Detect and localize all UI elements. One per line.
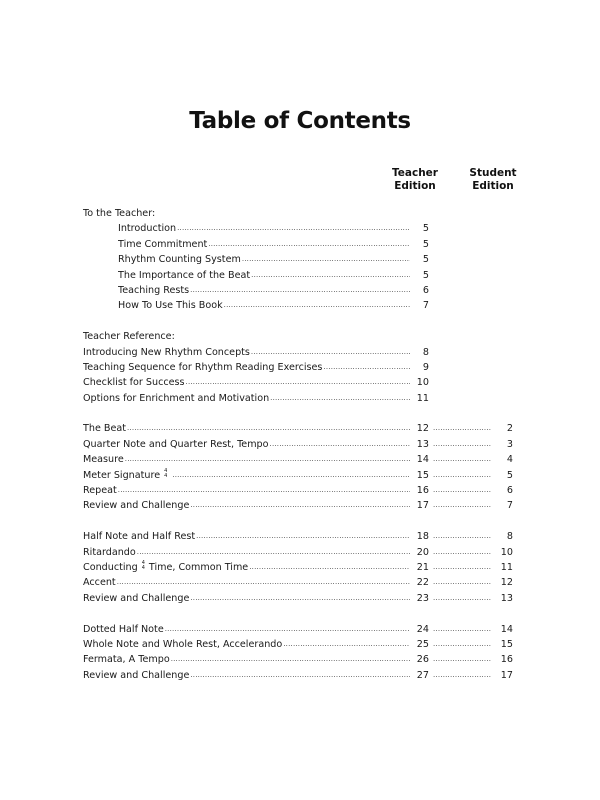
entry-label bbox=[118, 283, 190, 298]
entry-label-wrap bbox=[83, 437, 410, 452]
teacher-page-number: 11 bbox=[416, 392, 429, 404]
toc-entry[interactable] bbox=[83, 529, 523, 544]
dot-leader bbox=[224, 298, 410, 313]
student-dot-leader bbox=[433, 468, 491, 483]
dot-leader bbox=[190, 283, 410, 298]
entry-label bbox=[118, 252, 242, 267]
toc-entry[interactable] bbox=[83, 221, 523, 236]
toc-entry[interactable] bbox=[83, 622, 523, 637]
entry-title: Dotted Half Note bbox=[83, 623, 164, 635]
teacher-page-number: 12 bbox=[416, 423, 429, 435]
entry-label bbox=[83, 668, 190, 683]
teacher-edition-column-header bbox=[385, 167, 445, 193]
toc-entry[interactable] bbox=[83, 468, 523, 483]
student-header-line-1: Student bbox=[469, 167, 517, 179]
toc-entry[interactable] bbox=[83, 298, 523, 313]
student-dot-leader bbox=[433, 483, 491, 498]
entry-title: Quarter Note and Quarter Rest, Tempo bbox=[83, 438, 269, 450]
teacher-header-line-1: Teacher bbox=[392, 167, 438, 179]
entry-label bbox=[83, 391, 270, 406]
student-page-number: 8 bbox=[506, 531, 513, 543]
teacher-header-line-2: Edition bbox=[394, 180, 436, 192]
dot-leader bbox=[196, 529, 410, 544]
dot-leader bbox=[251, 268, 410, 283]
student-dot-leader bbox=[433, 545, 491, 560]
dot-leader bbox=[165, 622, 410, 637]
dot-leader bbox=[137, 545, 410, 560]
toc-entry[interactable] bbox=[83, 575, 523, 590]
student-page-number: 2 bbox=[506, 423, 513, 435]
student-dot-leader bbox=[433, 591, 491, 606]
section-heading: Teacher Reference: bbox=[83, 331, 175, 343]
entry-label bbox=[83, 560, 249, 575]
entry-label-wrap bbox=[83, 468, 410, 483]
teacher-page-number: 7 bbox=[422, 300, 429, 312]
toc-entry[interactable] bbox=[83, 637, 523, 652]
teacher-page-number: 18 bbox=[416, 531, 429, 543]
dot-leader bbox=[251, 345, 410, 360]
student-page-number: 11 bbox=[500, 561, 513, 573]
teacher-page-number: 24 bbox=[416, 623, 429, 635]
teacher-page-number: 5 bbox=[422, 269, 429, 281]
entry-title: Whole Note and Whole Rest, Accelerando bbox=[83, 638, 283, 650]
entry-label-wrap bbox=[118, 221, 410, 236]
toc-entry[interactable] bbox=[83, 437, 523, 452]
student-page-number: 5 bbox=[506, 469, 513, 481]
entry-label-wrap bbox=[118, 252, 410, 267]
entry-title: Fermata, A Tempo bbox=[83, 654, 170, 666]
entry-title: Ritardando bbox=[83, 546, 136, 558]
entry-title: Review and Challenge bbox=[83, 592, 190, 604]
table-of-contents bbox=[83, 206, 523, 699]
entry-label bbox=[83, 421, 127, 436]
student-page-number: 16 bbox=[500, 654, 513, 666]
entry-label bbox=[83, 483, 118, 498]
entry-label bbox=[83, 637, 283, 652]
entry-label-wrap bbox=[118, 283, 410, 298]
student-dot-leader bbox=[433, 452, 491, 467]
entry-label-wrap bbox=[118, 237, 410, 252]
entry-label bbox=[118, 298, 224, 313]
section-heading: To the Teacher: bbox=[83, 208, 156, 219]
entry-title: Measure bbox=[83, 454, 124, 466]
teacher-page-number: 13 bbox=[416, 438, 429, 450]
toc-entry[interactable] bbox=[83, 268, 523, 283]
toc-section bbox=[83, 421, 523, 513]
student-edition-column-header bbox=[462, 167, 524, 193]
entry-title: Conducting bbox=[83, 561, 138, 573]
entry-label bbox=[118, 221, 177, 236]
entry-title: Options for Enrichment and Motivation bbox=[83, 392, 270, 404]
entry-label-wrap bbox=[83, 591, 410, 606]
student-dot-leader bbox=[433, 575, 491, 590]
dot-leader bbox=[323, 360, 410, 375]
entry-title: The Importance of the Beat bbox=[118, 269, 251, 281]
entry-label-wrap bbox=[83, 345, 410, 360]
teacher-page-number: 14 bbox=[416, 454, 429, 466]
student-page-number: 15 bbox=[500, 638, 513, 650]
dot-leader bbox=[270, 391, 410, 406]
student-dot-leader bbox=[433, 560, 491, 575]
entry-title: Repeat bbox=[83, 485, 117, 497]
dot-leader bbox=[190, 591, 410, 606]
teacher-page-number: 5 bbox=[422, 223, 429, 235]
dot-leader bbox=[190, 668, 410, 683]
toc-entry[interactable] bbox=[83, 252, 523, 267]
entry-title: Review and Challenge bbox=[83, 669, 190, 681]
entry-label-wrap bbox=[83, 545, 410, 560]
entry-title: The Beat bbox=[83, 423, 127, 435]
entry-title: How To Use This Book bbox=[118, 300, 223, 312]
entry-label bbox=[83, 591, 190, 606]
fraction-numerator: 4 bbox=[141, 559, 145, 566]
entry-label-wrap bbox=[83, 560, 410, 575]
student-dot-leader bbox=[433, 622, 491, 637]
entry-title: Review and Challenge bbox=[83, 500, 190, 512]
teacher-page-number: 21 bbox=[416, 561, 429, 573]
student-dot-leader bbox=[433, 637, 491, 652]
entry-label-wrap bbox=[83, 637, 410, 652]
toc-entry[interactable] bbox=[83, 652, 523, 667]
student-dot-leader bbox=[433, 421, 491, 436]
entry-label-wrap bbox=[118, 298, 410, 313]
dot-leader bbox=[249, 560, 410, 575]
time-signature-fraction bbox=[164, 469, 167, 479]
toc-section bbox=[83, 622, 523, 684]
teacher-page-number: 26 bbox=[416, 654, 429, 666]
teacher-page-number: 8 bbox=[422, 346, 429, 358]
entry-label bbox=[83, 575, 117, 590]
entry-label-wrap bbox=[83, 421, 410, 436]
dot-leader bbox=[270, 437, 410, 452]
entry-label-wrap bbox=[118, 268, 410, 283]
entry-title: Time Commitment bbox=[118, 238, 208, 250]
toc-entry[interactable] bbox=[83, 591, 523, 606]
dot-leader bbox=[117, 575, 410, 590]
dot-leader bbox=[242, 252, 410, 267]
toc-entry[interactable] bbox=[83, 421, 523, 436]
entry-label bbox=[118, 268, 251, 283]
dot-leader bbox=[190, 498, 410, 513]
dot-leader bbox=[186, 375, 410, 390]
student-dot-leader bbox=[433, 668, 491, 683]
toc-entry[interactable] bbox=[83, 545, 523, 560]
entry-label bbox=[83, 437, 270, 452]
teacher-page-number: 25 bbox=[416, 638, 429, 650]
student-page-number: 6 bbox=[506, 485, 513, 497]
entry-label-wrap bbox=[83, 375, 410, 390]
student-dot-leader bbox=[433, 498, 491, 513]
toc-entry[interactable] bbox=[83, 345, 523, 360]
teacher-page-number: 5 bbox=[422, 254, 429, 266]
student-page-number: 3 bbox=[506, 438, 513, 450]
entry-title: Introduction bbox=[118, 223, 177, 235]
fraction-denominator: 4 bbox=[141, 564, 145, 571]
student-page-number: 13 bbox=[500, 592, 513, 604]
teacher-page-number: 22 bbox=[416, 577, 429, 589]
dot-leader bbox=[177, 221, 410, 236]
entry-title: Half Note and Half Rest bbox=[83, 531, 196, 543]
entry-title: Teaching Rests bbox=[118, 284, 190, 296]
entry-label bbox=[83, 452, 125, 467]
teacher-page-number: 16 bbox=[416, 485, 429, 497]
dot-leader bbox=[172, 468, 410, 483]
time-signature-fraction bbox=[142, 561, 145, 571]
entry-label-wrap bbox=[83, 622, 410, 637]
toc-entry[interactable] bbox=[83, 391, 523, 406]
toc-section bbox=[83, 329, 523, 406]
entry-title: Teaching Sequence for Rhythm Reading Exercises bbox=[83, 361, 323, 373]
toc-section bbox=[83, 206, 523, 314]
toc-section bbox=[83, 529, 523, 606]
teacher-page-number: 6 bbox=[422, 284, 429, 296]
toc-entry[interactable] bbox=[83, 375, 523, 390]
dot-leader bbox=[283, 637, 410, 652]
student-page-number: 17 bbox=[500, 669, 513, 681]
page-title: Table of Contents bbox=[189, 108, 411, 134]
student-page-number: 14 bbox=[500, 623, 513, 635]
entry-label bbox=[83, 529, 196, 544]
entry-label bbox=[118, 237, 208, 252]
entry-label-wrap bbox=[83, 391, 410, 406]
entry-label bbox=[83, 468, 172, 483]
dot-leader bbox=[171, 652, 410, 667]
entry-title: Meter Signature bbox=[83, 469, 161, 481]
entry-title: Introducing New Rhythm Concepts bbox=[83, 346, 250, 358]
teacher-page-number: 20 bbox=[416, 546, 429, 558]
dot-leader bbox=[127, 421, 410, 436]
entry-label bbox=[83, 375, 186, 390]
student-page-number: 7 bbox=[506, 500, 513, 512]
entry-label-wrap bbox=[83, 575, 410, 590]
entry-label-wrap bbox=[83, 483, 410, 498]
entry-title: Accent bbox=[83, 577, 116, 589]
entry-label bbox=[83, 545, 137, 560]
toc-entry[interactable] bbox=[83, 283, 523, 298]
teacher-page-number: 27 bbox=[416, 669, 429, 681]
teacher-page-number: 15 bbox=[416, 469, 429, 481]
teacher-page-number: 10 bbox=[416, 377, 429, 389]
student-dot-leader bbox=[433, 437, 491, 452]
student-page-number: 12 bbox=[500, 577, 513, 589]
student-dot-leader bbox=[433, 529, 491, 544]
toc-entry[interactable] bbox=[83, 668, 523, 683]
entry-label bbox=[83, 498, 190, 513]
entry-title: Rhythm Counting System bbox=[118, 254, 241, 266]
fraction-denominator: 4 bbox=[164, 472, 168, 479]
dot-leader bbox=[118, 483, 410, 498]
student-dot-leader bbox=[433, 652, 491, 667]
entry-label bbox=[83, 345, 251, 360]
toc-entry[interactable] bbox=[83, 452, 523, 467]
teacher-page-number: 5 bbox=[422, 238, 429, 250]
teacher-page-number: 17 bbox=[416, 500, 429, 512]
toc-entry[interactable] bbox=[83, 560, 523, 575]
student-page-number: 4 bbox=[506, 454, 513, 466]
entry-label-wrap bbox=[83, 498, 410, 513]
entry-label-wrap bbox=[83, 529, 410, 544]
entry-label bbox=[83, 622, 165, 637]
entry-label-wrap bbox=[83, 452, 410, 467]
fraction-numerator: 4 bbox=[164, 467, 168, 474]
entry-title-suffix: Time, Common Time bbox=[148, 561, 249, 573]
dot-leader bbox=[125, 452, 410, 467]
toc-entry[interactable] bbox=[83, 498, 523, 513]
entry-title: Checklist for Success bbox=[83, 377, 185, 389]
entry-label-wrap bbox=[83, 652, 410, 667]
teacher-page-number: 23 bbox=[416, 592, 429, 604]
student-page-number: 10 bbox=[500, 546, 513, 558]
entry-label bbox=[83, 360, 323, 375]
entry-label bbox=[83, 652, 171, 667]
student-header-line-2: Edition bbox=[472, 180, 514, 192]
entry-label-wrap bbox=[83, 360, 410, 375]
teacher-page-number: 9 bbox=[422, 361, 429, 373]
dot-leader bbox=[208, 237, 410, 252]
toc-entry[interactable] bbox=[83, 360, 523, 375]
entry-label-wrap bbox=[83, 668, 410, 683]
toc-entry[interactable] bbox=[83, 483, 523, 498]
toc-entry[interactable] bbox=[83, 237, 523, 252]
